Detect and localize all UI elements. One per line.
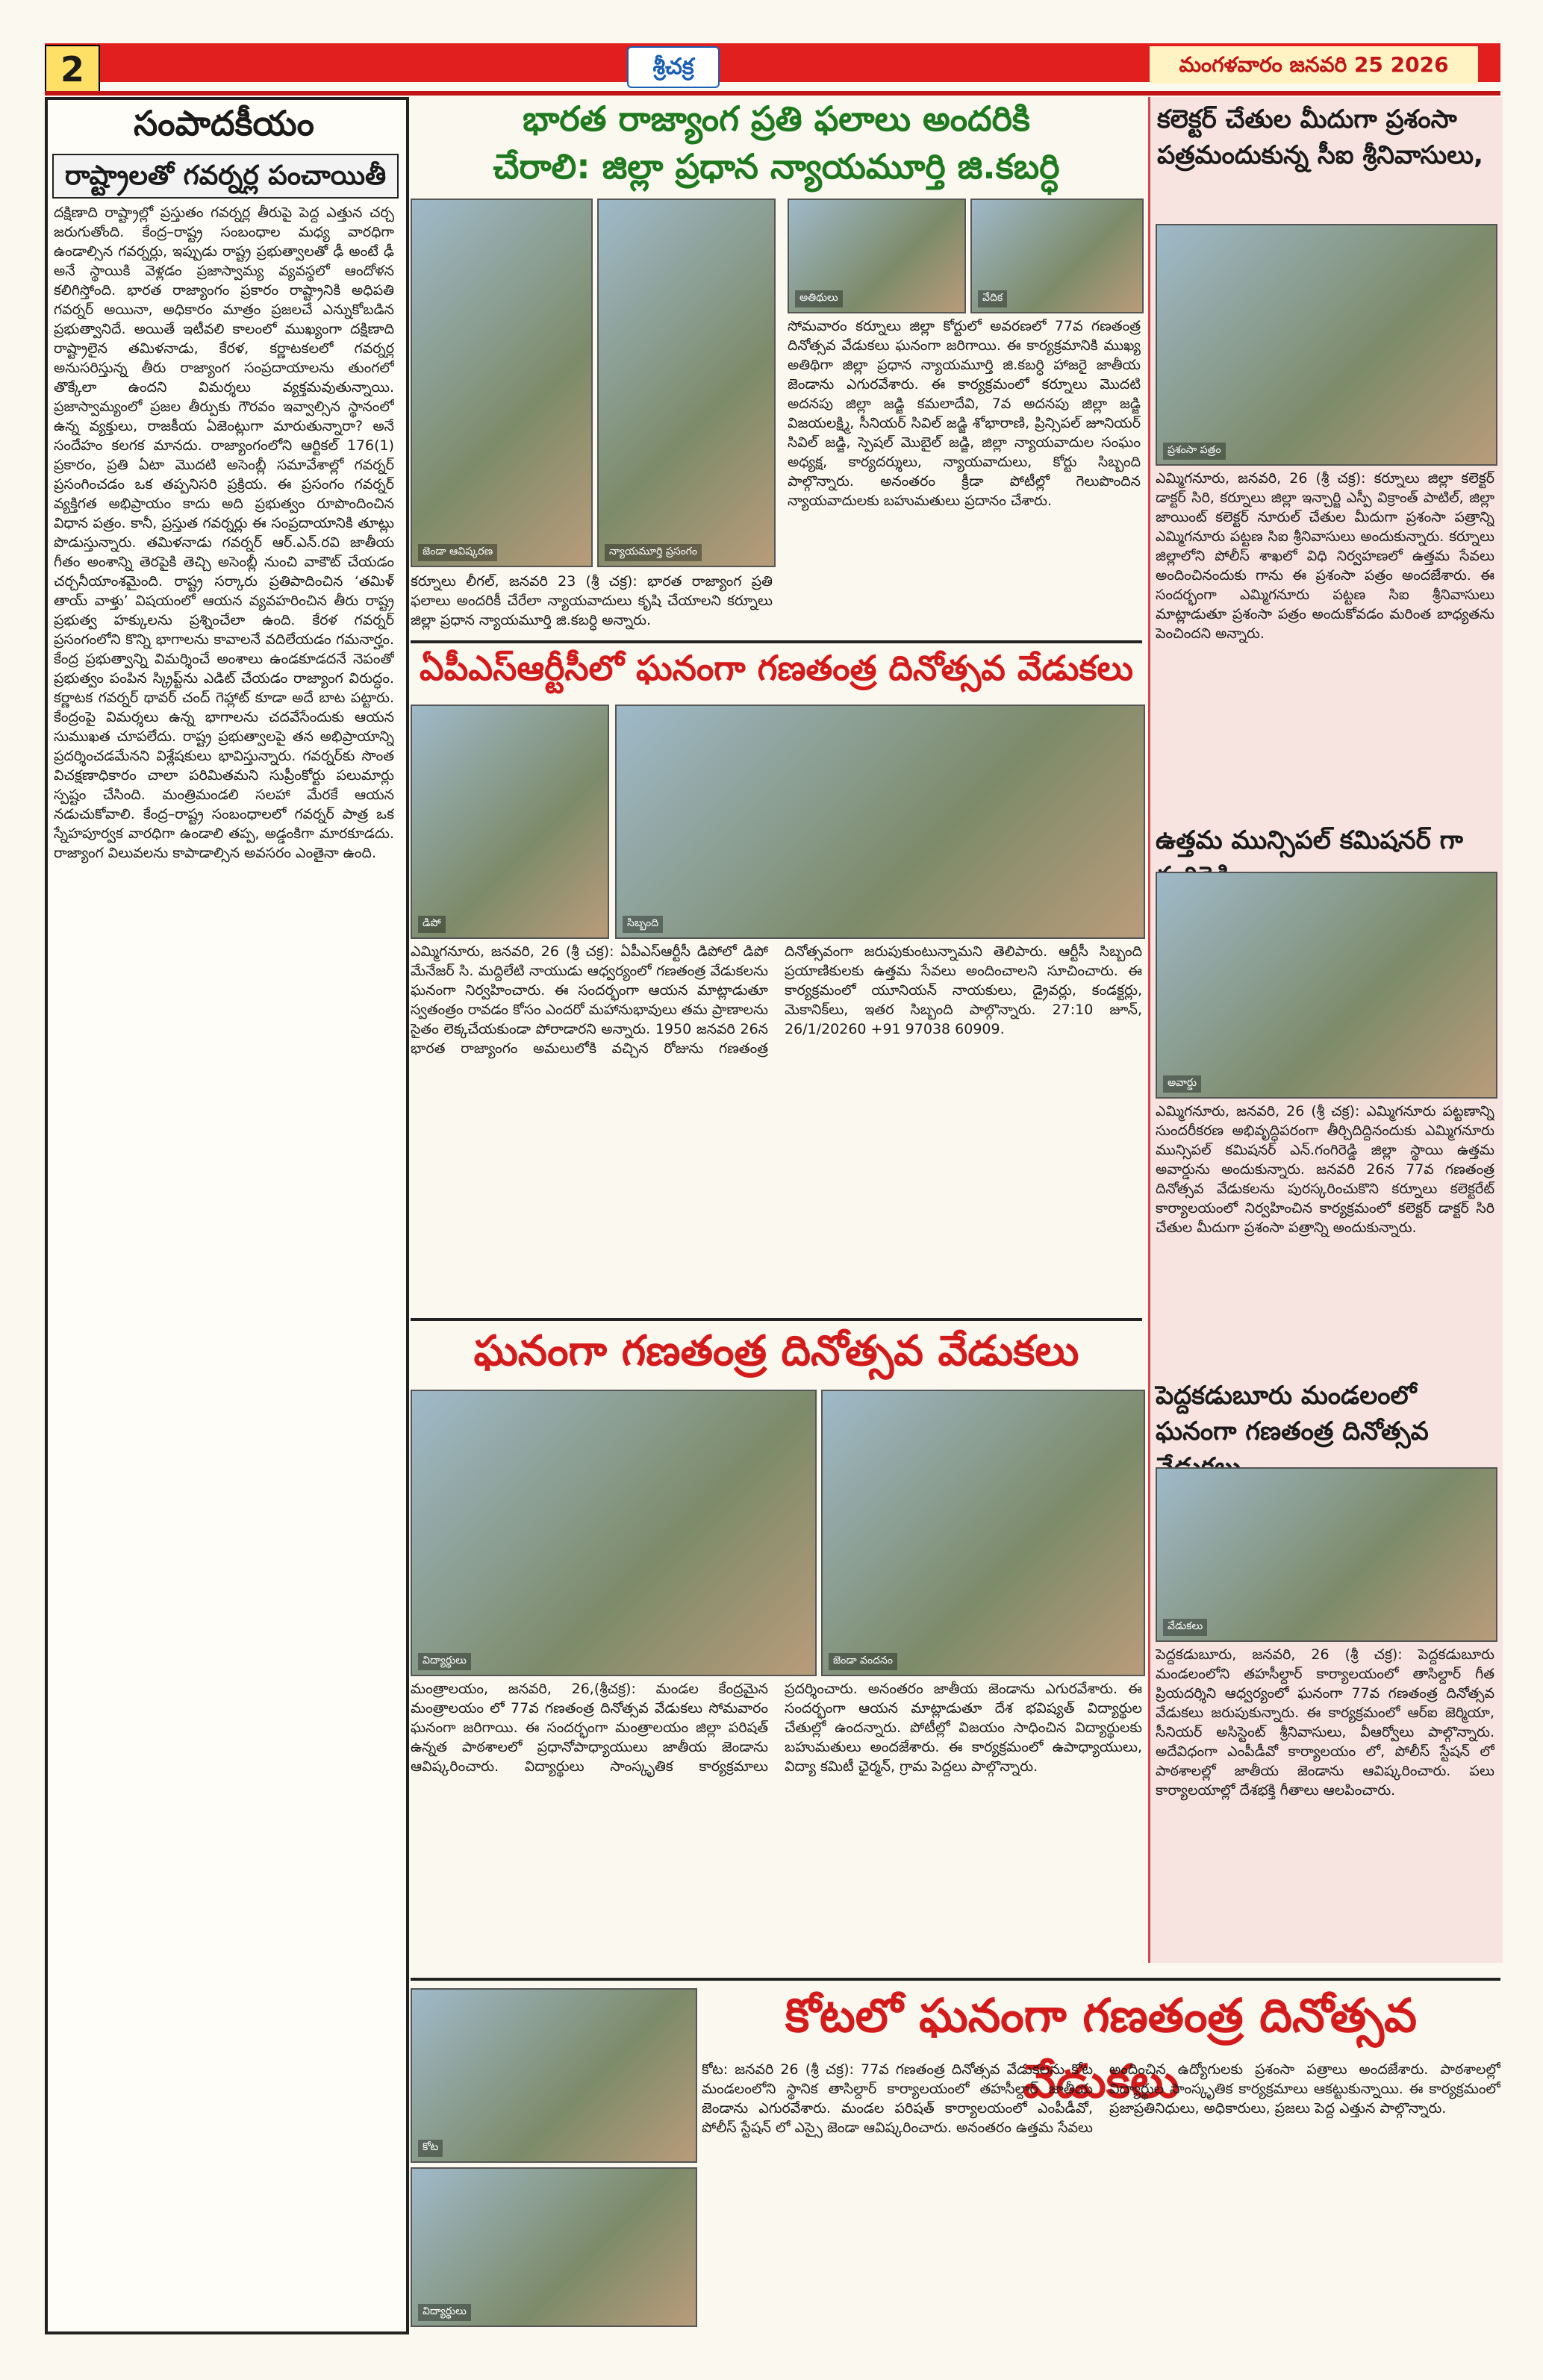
header-rule [45, 91, 1500, 96]
article3-headline: ఘనంగా గణతంత్ర దినోత్సవ వేడుకలు [473, 1327, 1079, 1375]
article1-headline-line2: చేరాలి: జిల్లా ప్రధాన న్యాయమూర్తి జి.కబర్ధి [493, 146, 1060, 187]
article2-body: ఎమ్మిగనూరు, జనవరి, 26 (శ్రీ చక్ర): ఏపీఎస్ఆర్టీసీ డిపోలో డిపో మేనేజర్ సి. మద్దిలేటి నాయుడు ఆధ్వర్యంలో గణతంత్ర వేడుకలను ఘనంగా నిర్వహించారు. ఈ సందర్భంగా ఆయన మాట్లాడుతూ స్వతంత్రం రావడం కోసం ఎందరో మహానుభావులు తమ ప్రాణాలను సైతం లెక్కచేయకుండా పోరాడారని అన్నారు. 1950 జనవరి 26న భారత రాజ్యాంగం అమలులోకి వచ్చిన రోజును గణతంత్ర దినోత్సవంగా జరుపుకుంటున్నామని తెలిపారు. ఆర్టీసీ సిబ్బంది ప్రయాణికులకు ఉత్తమ సేవలు అందించాలని సూచించారు. ఈ కార్యక్రమంలో యూనియన్ నాయకులు, డ్రైవర్లు, కండక్టర్లు, మెకానిక్‌లు, ఇతర సిబ్బంది పాల్గొన్నారు. 27:10 జూన్, 26/1/20260 +91 97038 60909. [411, 943, 1142, 1057]
divider [411, 1978, 1500, 1981]
article1-headline-line1: భారత రాజ్యాంగ ప్రతి ఫలాలు అందరికి [523, 99, 1030, 139]
article3-photo-salute: జెండా వందనం [821, 1390, 1145, 1676]
right-story1-body: ఎమ్మిగనూరు, జనవరి, 26 (శ్రీ చక్ర): కర్నూలు జిల్లా కలెక్టర్ డాక్టర్ సిరి, కర్నూలు జిల్లా ఇన్చార్జి ఎస్పీ విక్రాంత్ పాటిల్, జిల్లా జాయింట్ కలెక్టర్ నూరుల్ చేతుల మీదుగా ప్రశంసా పత్రాన్ని ఎమ్మిగనూరు పట్టణ సిఐ శ్రీనివాసులు అందుకున్నారు. కర్నూలు జిల్లాలోని పోలీస్ శాఖలో విధి నిర్వహణలో ఉత్తమ సేవలు అందించినందుకు గాను ఈ ప్రశంసా పత్రం అందజేశారు. ఈ సందర్భంగా ఎమ్మిగనూరు పట్టణ సిఐ శ్రీనివాసులు మాట్లాడుతూ ప్రశంసా పత్రం అందుకోవడం మరింత బాధ్యతను పెంచిందని అన్నారు. [1156, 470, 1494, 642]
right-story2-photo: అవార్డు [1156, 872, 1497, 1099]
right-story2-body: ఎమ్మిగనూరు, జనవరి, 26 (శ్రీ చక్ర): ఎమ్మిగనూరు పట్టణాన్ని సుందరీకరణ అభివృద్ధిపరంగా తీర్చిదిద్దినందుకు ఎమ్మిగనూరు మున్సిపల్ కమిషనర్ ఎన్.గంగిరెడ్డి జిల్లా స్థాయి ఉత్తమ అవార్డును అందుకున్నారు. జనవరి 26న 77వ గణతంత్ర దినోత్సవ వేడుకలను పురస్కరించుకొని కర్నూలు కలెక్టరేట్ కార్యాలయంలో నిర్వహించిన కార్యక్రమంలో కలెక్టర్ డాక్టర్ సిరి చేతుల మీదుగా ప్రశంసా పత్రాన్ని అందుకున్నారు. [1156, 1103, 1494, 1236]
right-story1-headline: కలెక్టర్ చేతుల మీదుగా ప్రశంసా పత్రమందుకున్న సీఐ శ్రీనివాసులు, [1157, 104, 1483, 170]
article4-photo-kota: కోట [411, 1988, 697, 2163]
right-story3-headline: పెద్దకడుబూరు మండలంలో ఘనంగా గణతంత్ర దినోత్సవ [1156, 1381, 1429, 1446]
right-story2-headline: ఉత్తమ మున్సిపల్ కమిషనర్ గా [1156, 825, 1463, 855]
article1-photo-flag: జెండా ఆవిష్కరణ [411, 199, 593, 567]
editorial-section-title: సంపాదకీయం [133, 103, 314, 143]
divider [411, 1318, 1142, 1321]
article2-photo-staff: సిబ్బంది [615, 705, 1145, 939]
article1-caption: కర్నూలు లీగల్, జనవరి 23 (శ్రీ చక్ర): భారత రాజ్యాంగ ప్రతి ఫలాలు అందరికీ చేరేలా న్యాయవాదులు కృషి చేయాలని కర్నూలు జిల్లా ప్రధాన న్యాయమూర్తి జి.కబర్ధి అన్నారు. [411, 573, 773, 628]
right-story1-photo: ప్రశంసా పత్రం [1156, 224, 1497, 466]
article2-headline: ఏపీఎస్ఆర్టీసీలో ఘనంగా గణతంత్ర దినోత్సవ వేడుకలు [419, 648, 1134, 688]
divider [411, 640, 1142, 643]
article4-headline: కోటలో ఘనంగా గణతంత్ర దినోత్సవ వేడుకలు [785, 1988, 1418, 2108]
editorial-headline: రాష్ట్రాలతో గవర్నర్ల పంచాయితీ [52, 154, 399, 199]
article1-photo-speech: న్యాయమూర్తి ప్రసంగం [597, 199, 776, 567]
article4-body: కోట: జనవరి 26 (శ్రీ చక్ర): 77వ గణతంత్ర దినోత్సవ వేడుకలను కోట మండలంలోని స్థానిక తాసిల్దార్ కార్యాలయంలో తహసీల్దార్ జాతీయ జెండాను ఎగురవేశారు. మండల పరిషత్ కార్యాలయంలో ఎంపీడీవో, పోలీస్ స్టేషన్ లో ఎస్సై జెండా ఆవిష్కరించారు. అనంతరం ఉత్తమ సేవలు అందించిన ఉద్యోగులకు ప్రశంసా పత్రాలు అందజేశారు. పాఠశాలల్లో విద్యార్థుల సాంస్కృతిక కార్యక్రమాలు ఆకట్టుకున్నాయి. ఈ కార్యక్రమంలో ప్రజాప్రతినిధులు, అధికారులు, ప్రజలు పెద్ద ఎత్తున పాల్గొన్నారు. [702, 2061, 1500, 2136]
article3-photo-students: విద్యార్థులు [411, 1390, 817, 1676]
page-number: 2 [45, 45, 100, 93]
article2-photo-depot: డిపో [411, 705, 609, 939]
article4-photo-students: విద్యార్థులు [411, 2167, 697, 2327]
right-story3-body: పెద్దకడుబూరు, జనవరి, 26 (శ్రీ చక్ర): పెద్దకడుబూరు మండలంలోని తహసీల్దార్ కార్యాలయంలో తాసిల్దార్ గీత ప్రియదర్శిని ఆధ్వర్యంలో ఘనంగా 77వ గణతంత్ర దినోత్సవ వేడుకలు జరుపుకున్నారు. ఈ కార్యక్రమంలో ఆర్ఐ జెర్మియా, సీనియర్ అసిస్టెంట్ శ్రీనివాసులు, వీఆర్వోలు పాల్గొన్నారు. అదేవిధంగా ఎంపీడీవో కార్యాలయం లో, పోలీస్ స్టేషన్ లో పాఠశాలల్లో జాతీయ జెండాను ఆవిష్కరించారు. పలు కార్యాలయాల్లో దేశభక్తి గీతాలు ఆలపించారు. [1156, 1646, 1494, 1799]
right-story3-photo: వేడుకలు [1156, 1467, 1497, 1642]
article3-body: మంత్రాలయం, జనవరి, 26,(శ్రీచక్ర): మండల కేంద్రమైన మంత్రాలయం లో 77వ గణతంత్ర దినోత్సవ వేడుకలు సోమవారం ఘనంగా జరిగాయి. ఈ సందర్భంగా మంత్రాలయం జిల్లా పరిషత్ ఉన్నత పాఠశాలలో ప్రధానోపాధ్యాయులు జాతీయ జెండాను ఆవిష్కరించారు. విద్యార్థులు సాంస్కృతిక కార్యక్రమాలు ప్రదర్శించారు. అనంతరం జాతీయ జెండాను ఎగురవేశారు. ఈ సందర్భంగా ఆయన మాట్లాడుతూ దేశ భవిష్యత్ విద్యార్థుల చేతుల్లో ఉందన్నారు. పోటీల్లో విజయం సాధించిన విద్యార్థులకు బహుమతులు అందజేశారు. ఈ కార్యక్రమంలో ఉపాధ్యాయులు, విద్యా కమిటీ ఛైర్మన్, గ్రామ పెద్దలు పాల్గొన్నారు. [411, 1681, 1142, 1775]
article1-body: సోమవారం కర్నూలు జిల్లా కోర్టులో అవరణలో 77వ గణతంత్ర దినోత్సవ వేడుకలు ఘనంగా జరిగాయి. ఈ కార్యక్రమానికి ముఖ్య అతిథిగా జిల్లా ప్రధాన న్యాయమూర్తి జి.కబర్ధి హాజరై జాతీయ జెండాను ఎగురవేశారు. ఈ కార్యక్రమంలో కర్నూలు మొదటి అదనపు జిల్లా జడ్జి కమలాదేవి, 7వ అదనపు జిల్లా జడ్జి విజయలక్ష్మి, సీనియర్ సివిల్ జడ్జి శోభారాణి, ప్రిన్సిపల్ జూనియర్ సివిల్ జడ్జి, స్పెషల్ మొబైల్ జడ్జి, జిల్లా న్యాయవాదుల సంఘం అధ్యక్ష, కార్యదర్శులు, న్యాయవాదులు, కోర్టు సిబ్బంది పాల్గొన్నారు. అనంతరం క్రీడా పోటీల్లో గెలుపొందిన న్యాయవాదులకు బహుమతులు ప్రదానం చేశారు. [788, 318, 1141, 509]
article1-photo-guests: అతిథులు [788, 199, 966, 313]
editorial-body: దక్షిణాది రాష్ట్రాల్లో ప్రస్తుతం గవర్నర్ల తీరుపై పెద్ద ఎత్తున చర్చ జరుగుతోంది. కేంద్ర–రాష్ట్ర సంబంధాల మధ్య వారధిగా ఉండాల్సిన గవర్నర్లు, ఇప్పుడు రాష్ట్ర ప్రభుత్వాలతో ఢీ అంటే ఢీ అనే స్థాయికి వెళ్లడం ప్రజాస్వామ్య వ్యవస్థలో ఆందోళన కలిగిస్తోంది. భారత రాజ్యాంగం ప్రకారం రాష్ట్రానికి అధిపతి గవర్నర్ అయినా, అధికారం మాత్రం ప్రజలచే ఎన్నుకోబడిన ప్రభుత్వానిదే. అయితే ఇటీవలి కాలంలో ముఖ్యంగా దక్షిణాది రాష్ట్రాలైన తమిళనాడు, కేరళ, కర్ణాటకలలో గవర్నర్ల అనుసరిస్తున్న తీరు రాజ్యాంగ సంప్రదాయాలను తుంగలో తొక్కేలా ఉందని విమర్శలు వ్యక్తమవుతున్నాయి. ప్రజాస్వామ్యంలో ప్రజల తీర్పుకు గౌరవం ఇవ్వాల్సిన స్థానంలో ఉన్న వ్యక్తులు, రాజకీయ ఏజెంట్లుగా మారుతున్నారా? అనే సందేహం కలగక మానదు. రాజ్యాంగంలోని ఆర్టికల్ 176(1) ప్రకారం, ప్రతి ఏటా మొదటి అసెంబ్లీ సమావేశాల్లో గవర్నర్ ప్రసంగించడం ఒక తప్పనిసరి ప్రక్రియ. ఈ ప్రసంగం గవర్నర్ వ్యక్తిగత అభిప్రాయం కాదు అది ప్రభుత్వం రూపొందించిన విధాన పత్రం. కానీ, ప్రస్తుత గవర్నర్లు ఈ సంప్రదాయానికి తూట్లు పొడుస్తున్నారు. తమిళనాడు గవర్నర్ ఆర్.ఎన్.రవి జాతీయ గీతం అంశాన్ని తెరపైకి తెచ్చి అసెంబ్లీ నుంచి వాకౌట్ చేయడం చర్చనీయాంశమైంది. రాష్ట్ర సర్కారు ప్రతిపాదించిన ‘తమిళ్ తాయ్ వాళ్తు’ విషయంలో ఆయన వ్యవహరించిన తీరు రాష్ట్ర ప్రభుత్వ హక్కులను ప్రశ్నించేలా ఉంది. కేరళ గవర్నర్ ప్రసంగంలోని కొన్ని భాగాలను కావాలనే వదిలేయడం గమనార్హం. కేంద్ర ప్రభుత్వాన్ని విమర్శించే అంశాలు ఉండకూడదనే నెపంతో ప్రభుత్వం పంపిన స్క్రిప్ట్‌ను ఎడిట్ చేయడం రాజ్యాంగ విరుద్ధం. కర్ణాటక గవర్నర్ థావర్ చంద్ గెహ్లాట్ కూడా అదే బాట పట్టారు. కేంద్రంపై విమర్శలు ఉన్న భాగాలను చదవేసేందుకు ఆయన సుముఖత చూపలేదు. రాష్ట్ర ప్రభుత్వాలపై తన అభిప్రాయాన్ని ప్రదర్శించడమేనని విశ్లేషకులు భావిస్తున్నారు. గవర్నర్‌కు సొంత విచక్షణాధికారం చాలా పరిమితమని సుప్రీంకోర్టు పలుమార్లు స్పష్టం చేసింది. మంత్రిమండలి సలహా మేరకే ఆయన నడుచుకోవాలి. కేంద్ర–రాష్ట్ర సంబంధాలలో గవర్నర్ పాత్ర ఒక స్నేహపూర్వక వారధిగా ఉండాలి తప్ప, అడ్డంకిగా మారకూడదు. రాజ్యాంగ విలువలను కాపాడాల్సిన అవసరం ఎంతైనా ఉంది. [54, 204, 394, 861]
issue-date: మంగళవారం జనవరి 25 2026 [1150, 46, 1478, 84]
paper-logo: శ్రీచక్ర [627, 46, 720, 88]
article1-photo-stage: వేదిక [970, 199, 1144, 313]
